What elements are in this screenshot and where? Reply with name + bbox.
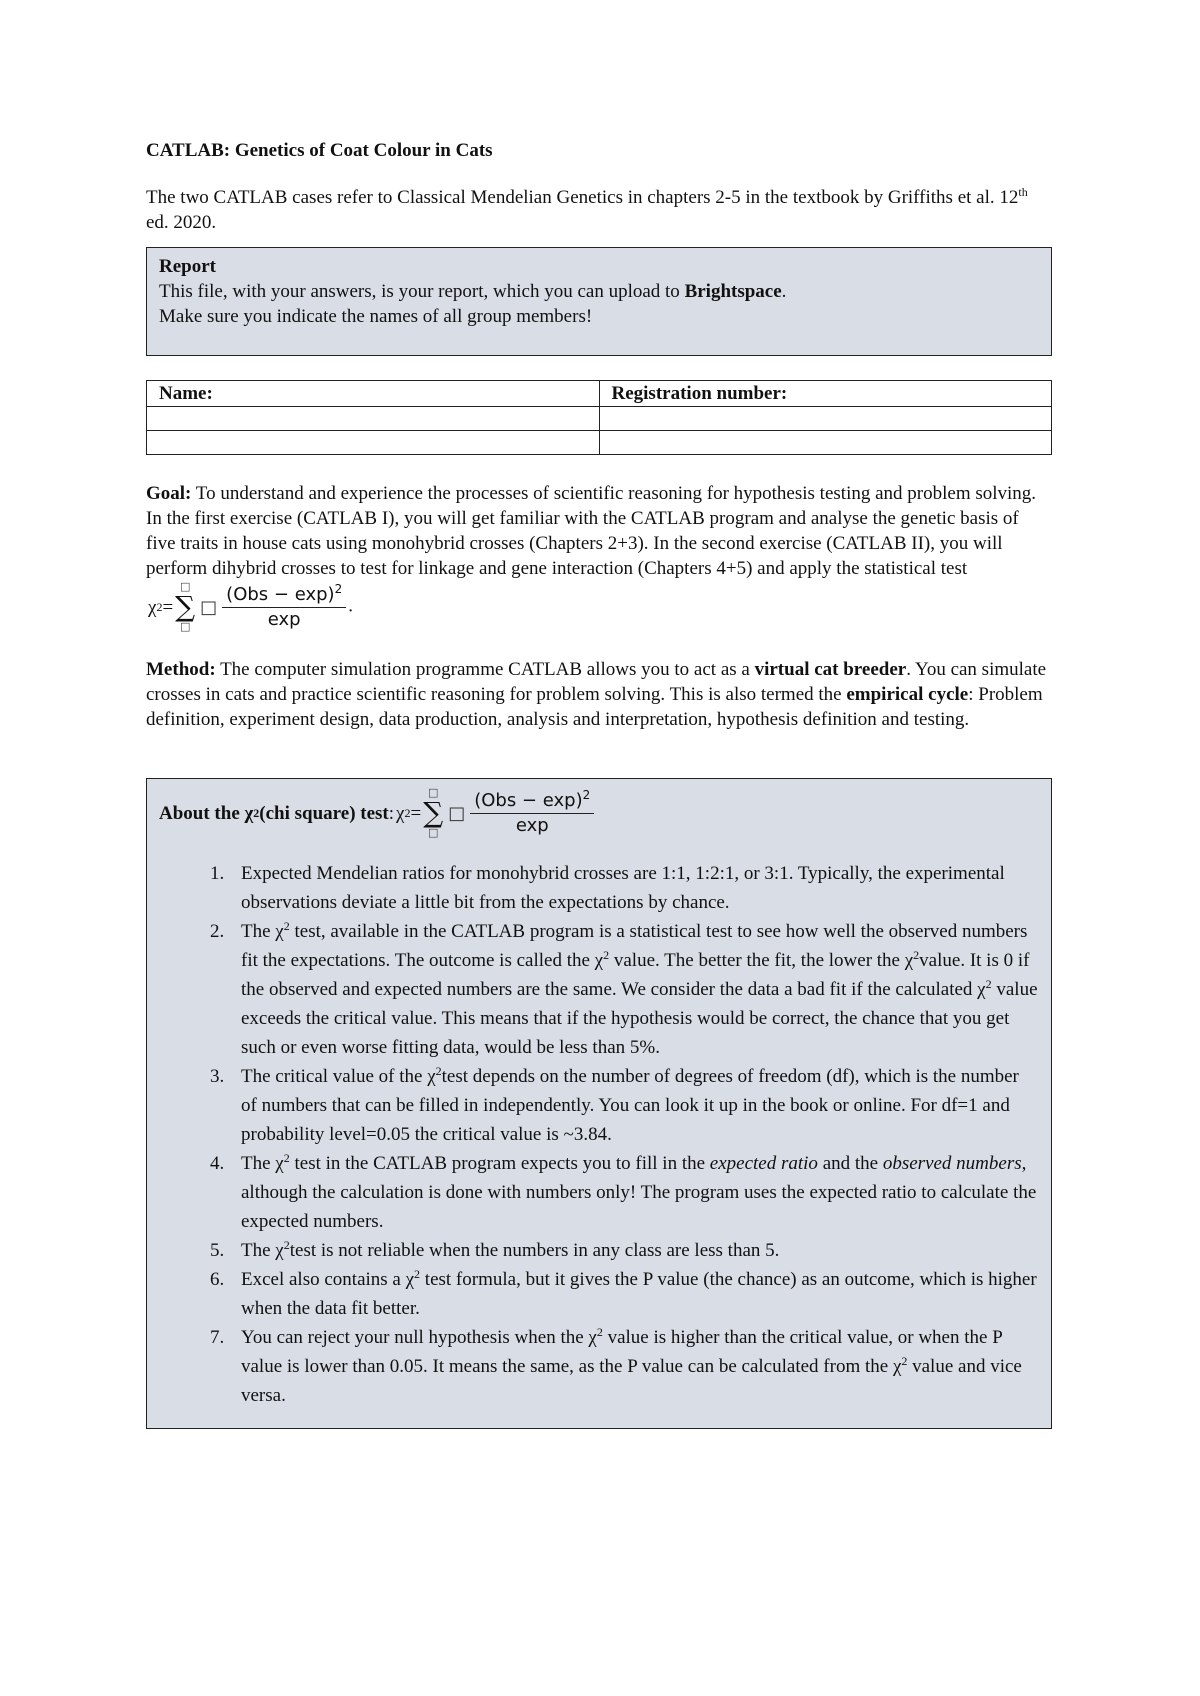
- names-table: [146, 380, 1052, 455]
- list-item: [229, 1062, 1039, 1149]
- chi-square-formula: χ 2 = □ ∑ □ □ $\frac{(Obs - \exp)^2}{\exp}$: [396, 787, 594, 839]
- list-item-text: and the: [817, 1153, 883, 1174]
- chi-symbol: χ: [405, 1269, 415, 1290]
- name-cell[interactable]: [147, 431, 600, 455]
- list-item-text: The: [241, 1153, 276, 1174]
- chi-exponent: 2: [435, 1064, 442, 1078]
- chi-symbol: χ: [427, 1066, 436, 1087]
- chi-symbol: χ: [977, 979, 986, 1000]
- observed-numbers-label: observed numbers: [882, 1153, 1022, 1174]
- report-box: [146, 247, 1052, 356]
- list-item-text: Expected Mendelian ratios for monohybrid crosses are 1:1, 1:2:1, or 3:1. Typically, the experimental observations deviate a little bit from the expectations by chance.: [241, 863, 1005, 913]
- list-item-text: value and vice versa.: [241, 1356, 1022, 1406]
- chi-exponent: 2: [596, 1325, 603, 1339]
- placeholder-box-icon: □: [428, 826, 439, 839]
- goal-label: Goal:: [146, 483, 192, 504]
- equals-sign: =: [410, 802, 422, 824]
- list-item-text: test formula, but it gives the P value (the chance) as an outcome, which is higher when the data fit better.: [241, 1269, 1037, 1319]
- about-heading-text-2: (chi square) test: [259, 802, 389, 824]
- numerator-exponent: 2: [582, 787, 591, 802]
- registration-number-cell[interactable]: [599, 431, 1052, 455]
- fraction: [470, 789, 594, 838]
- fraction-denominator: exp: [515, 814, 549, 836]
- list-item-text: You can reject your null hypothesis when the: [241, 1327, 589, 1348]
- method-paragraph: [146, 657, 1052, 732]
- method-text-2: . You can simulate crosses in cats and practice scientific reasoning for problem solving. This is also termed the: [146, 659, 1047, 705]
- placeholder-box-icon: □: [448, 802, 466, 824]
- fraction-denominator: exp: [267, 608, 301, 630]
- empirical-cycle-label: empirical cycle: [846, 684, 969, 705]
- chi-exponent: 2: [603, 948, 610, 962]
- names-table-header: [147, 381, 1052, 407]
- fraction-numerator: [470, 789, 594, 814]
- list-item: [229, 1149, 1039, 1236]
- placeholder-box-icon: □: [179, 620, 191, 633]
- goal-end: .: [348, 595, 353, 617]
- method-text-1: The computer simulation programme CATLAB allows you to act as a: [215, 659, 755, 680]
- registration-number-cell[interactable]: [599, 407, 1052, 431]
- chi-exponent: 2: [414, 1267, 421, 1281]
- list-item-text: value. It is 0 if the observed and expected numbers are the same. We consider the data a bad fit if the calculated: [241, 950, 1030, 1000]
- chi-exponent: 2: [283, 1151, 290, 1165]
- about-chi-square-box: [146, 778, 1052, 1429]
- sigma-symbol: ∑: [175, 590, 196, 623]
- name-cell[interactable]: [147, 407, 600, 431]
- list-item-text: The: [241, 1240, 276, 1261]
- report-line-1: [159, 279, 1039, 304]
- placeholder-box-icon: □: [179, 580, 191, 593]
- registration-number-header: Registration number:: [599, 381, 1052, 407]
- numerator-text: (Obs − exp): [474, 789, 583, 811]
- chi-symbol: χ: [148, 596, 157, 618]
- about-heading-text: About the: [159, 802, 240, 824]
- chi-symbol: χ: [588, 1327, 597, 1348]
- document-page: [146, 138, 1052, 1429]
- list-item-text: , although the calculation is done with numbers only! The program uses the expected ratio to calculate the expected numbers.: [241, 1153, 1037, 1232]
- chi-exponent: 2: [985, 977, 992, 991]
- chi-symbol: χ: [244, 802, 254, 824]
- report-line-1-text: This file, with your answers, is your report, which you can upload to: [159, 281, 685, 302]
- chi-symbol: χ: [904, 950, 914, 971]
- chi-exponent: 2: [283, 1238, 290, 1252]
- virtual-cat-breeder-label: virtual cat breeder: [754, 659, 907, 680]
- placeholder-box-icon: □: [200, 596, 218, 618]
- chi-exponent: 2: [913, 948, 920, 962]
- list-item-text: value. The better the fit, the lower the: [609, 950, 905, 971]
- list-item: [229, 1236, 1039, 1265]
- method-text-3: : Problem definition, experiment design, data production, analysis and interpretation, hypothesis definition and testing.: [146, 684, 1043, 730]
- fraction: [222, 583, 346, 632]
- chi-symbol: χ: [892, 1356, 902, 1377]
- list-item-text: The: [241, 921, 276, 942]
- table-row: [147, 407, 1052, 431]
- list-item-text: value is higher than the critical value, or when the P value is lower than 0.05. It means the same, as the P value can be calculated from the: [241, 1327, 1003, 1377]
- list-item-text: The critical value of the: [241, 1066, 428, 1087]
- sigma-symbol: ∑: [423, 796, 444, 829]
- intro-text-end: ed. 2020.: [146, 212, 217, 233]
- list-item-text: test, available in the CATLAB program is a statistical test to see how well the observed numbers fit the expectations. The outcome is called the: [241, 921, 1028, 971]
- intro-superscript: th: [1018, 185, 1028, 199]
- goal-text: To understand and experience the processes of scientific reasoning for hypothesis testing and problem solving. In the first exercise (CATLAB I), you will get familiar with the CATLAB program and analyse the genetic basis of five traits in house cats using monohybrid crosses (Chapters 2+3). In the second exercise (CATLAB II), you will perform dihybrid crosses to test for linkage and gene interaction (Chapters 4+5) and apply the statistical test: [146, 483, 1037, 579]
- name-header: Name:: [147, 381, 600, 407]
- list-item: [229, 917, 1039, 1062]
- chi-symbol: χ: [275, 1240, 284, 1261]
- intro-paragraph: [146, 185, 1052, 235]
- list-item-text: value exceeds the critical value. This means that if the hypothesis would be correct, the chance that you get such or even worse fitting data, would be less than 5%.: [241, 979, 1038, 1058]
- chi-exponent: 2: [283, 919, 290, 933]
- report-line-2: Make sure you indicate the names of all group members!: [159, 306, 593, 327]
- report-heading: Report: [159, 256, 216, 277]
- list-item: [229, 1265, 1039, 1323]
- brightspace-label: Brightspace: [684, 281, 782, 302]
- list-item-text: test in the CATLAB program expects you to fill in the: [289, 1153, 710, 1174]
- chi-symbol: χ: [396, 802, 405, 824]
- sigma-icon: [423, 787, 443, 839]
- sigma-icon: [175, 581, 195, 633]
- list-item: [229, 1323, 1039, 1410]
- chi-exponent: 2: [901, 1354, 908, 1368]
- list-item: [229, 859, 1039, 917]
- numerator-text: (Obs − exp): [226, 583, 335, 605]
- placeholder-box-icon: □: [428, 786, 439, 799]
- table-row: [147, 431, 1052, 455]
- expected-ratio-label: expected ratio: [709, 1153, 818, 1174]
- numerator-exponent: 2: [334, 581, 343, 596]
- equals-sign: =: [162, 596, 174, 618]
- chi-square-notes-list: [159, 859, 1039, 1410]
- chi-symbol: χ: [275, 1153, 284, 1174]
- list-item-text: test is not reliable when the numbers in any class are less than 5.: [289, 1240, 780, 1261]
- document-title: CATLAB: Genetics of Coat Colour in Cats: [146, 140, 493, 161]
- chi-symbol: χ: [275, 921, 284, 942]
- about-heading: About the χ 2 (chi square) test : χ 2 = □ ∑ □ □ $\frac{(Obs - \exp)^2}{\exp}$: [159, 787, 1039, 839]
- chi-square-formula: χ 2 = □ ∑ □ □ $\frac{(Obs - \exp)^2}{\exp}$: [148, 581, 346, 633]
- list-item-text: test depends on the number of degrees of freedom (df), which is the number of numbers that can be filled in independently. You can look it up in the book or online. For df=1 and probability level=0.05 the critical value is ~3.84.: [241, 1066, 1019, 1145]
- intro-text: The two CATLAB cases refer to Classical Mendelian Genetics in chapters 2-5 in the textbook by Griffiths et al. 12: [146, 187, 1019, 208]
- report-line-1-end: .: [781, 281, 787, 302]
- fraction-numerator: [222, 583, 346, 608]
- chi-symbol: χ: [594, 950, 604, 971]
- about-heading-colon: :: [388, 802, 395, 824]
- list-item-text: Excel also contains a: [241, 1269, 406, 1290]
- goal-paragraph: [146, 481, 1052, 633]
- method-label: Method:: [146, 659, 216, 680]
